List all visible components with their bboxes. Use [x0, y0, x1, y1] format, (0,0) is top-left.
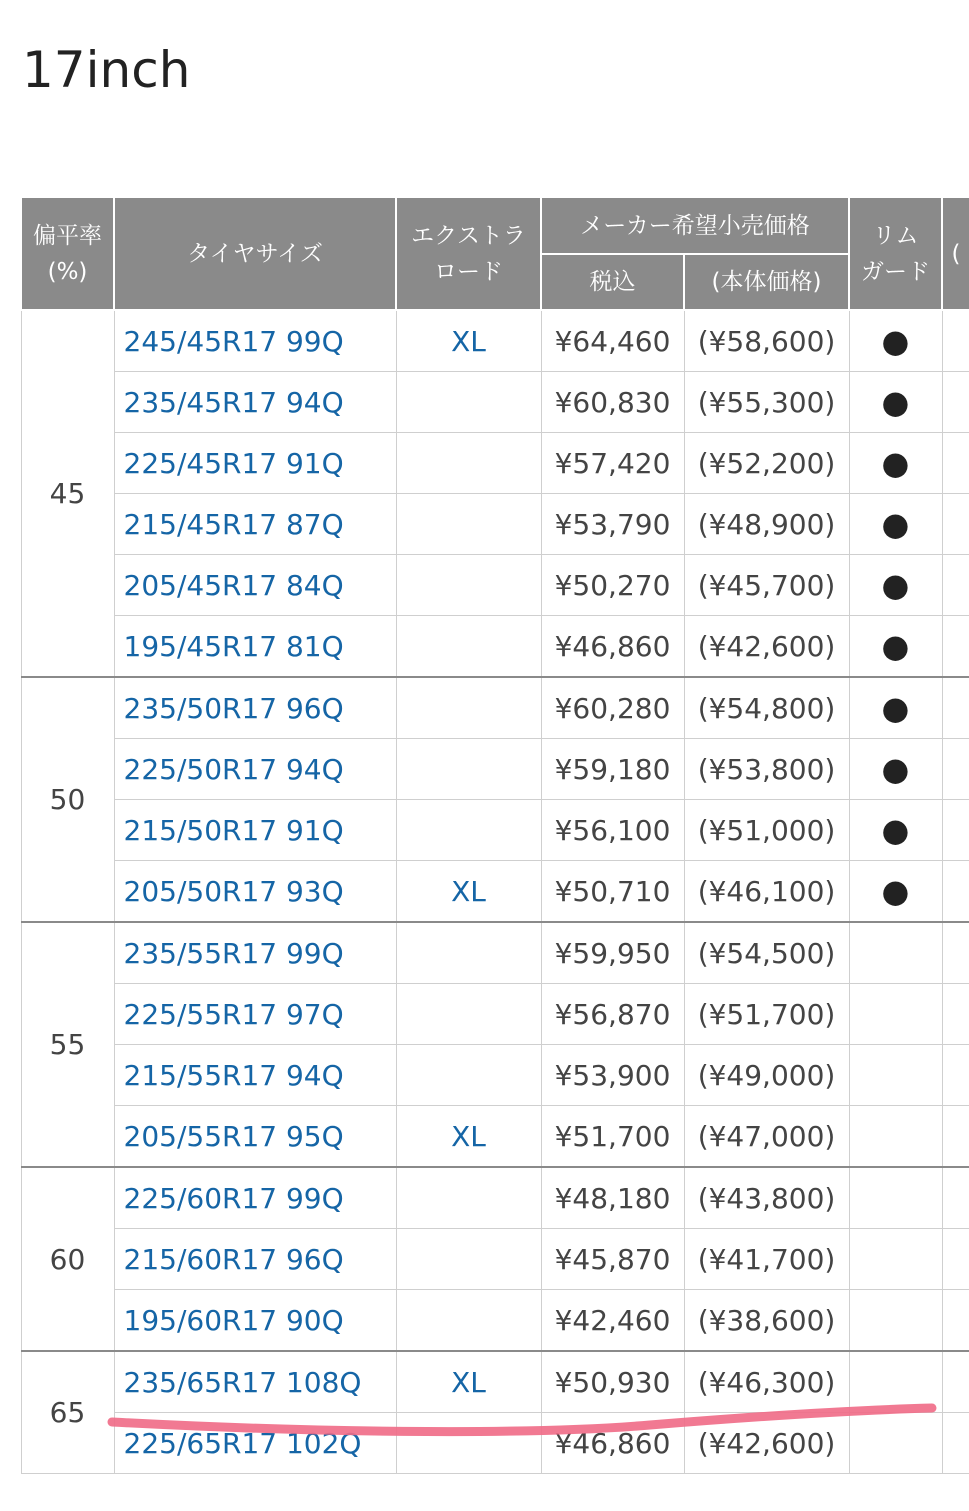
ratio-cell: 65 — [21, 1351, 114, 1474]
rim-guard-cell — [849, 922, 942, 984]
price-incl-cell: ¥60,280 — [541, 677, 684, 739]
extra-column-cell — [942, 310, 969, 372]
price-base-cell: (¥53,800) — [684, 739, 849, 800]
extra-column-cell — [942, 433, 969, 494]
rim-guard-cell: ● — [849, 433, 942, 494]
price-base-cell: (¥49,000) — [684, 1045, 849, 1106]
table-row — [21, 433, 969, 494]
price-base-cell: (¥48,900) — [684, 494, 849, 555]
tire-size-cell — [114, 616, 396, 678]
tire-size-cell — [114, 1167, 396, 1229]
tire-size-link[interactable]: 215/55R17 94Q — [123, 1058, 344, 1092]
rim-guard-cell — [849, 1229, 942, 1290]
tire-size-cell — [114, 433, 396, 494]
tire-size-link[interactable]: 215/50R17 91Q — [123, 813, 344, 847]
price-incl-cell: ¥53,900 — [541, 1045, 684, 1106]
header-extra-load-line2: ロード — [434, 258, 503, 285]
price-incl-cell: ¥46,860 — [541, 616, 684, 678]
tire-size-link[interactable]: 225/60R17 99Q — [123, 1181, 344, 1215]
extra-load-cell: XL — [396, 861, 541, 923]
tire-size-link[interactable]: 235/50R17 96Q — [123, 691, 344, 725]
ratio-cell: 60 — [21, 1167, 114, 1351]
extra-load-cell — [396, 372, 541, 433]
rim-guard-cell: ● — [849, 861, 942, 923]
price-base-cell: (¥54,800) — [684, 677, 849, 739]
extra-load-cell — [396, 1045, 541, 1106]
price-incl-cell: ¥50,710 — [541, 861, 684, 923]
extra-column-cell — [942, 739, 969, 800]
extra-load-cell — [396, 1413, 541, 1474]
tire-size-cell — [114, 555, 396, 616]
header-price-base: (本体価格) — [684, 254, 849, 310]
rim-guard-cell — [849, 1290, 942, 1352]
tire-size-cell — [114, 1351, 396, 1413]
tire-size-link[interactable]: 215/45R17 87Q — [123, 507, 344, 541]
tire-size-cell — [114, 494, 396, 555]
extra-load-cell: XL — [396, 310, 541, 372]
extra-column-cell — [942, 984, 969, 1045]
table-row — [21, 922, 969, 984]
tire-size-link[interactable]: 205/45R17 84Q — [123, 568, 344, 602]
table-row — [21, 310, 969, 372]
extra-load-cell: XL — [396, 1106, 541, 1168]
tire-size-link[interactable]: 205/50R17 93Q — [123, 874, 344, 908]
tire-size-cell — [114, 800, 396, 861]
tire-size-link[interactable]: 245/45R17 99Q — [123, 324, 344, 358]
extra-load-cell — [396, 1167, 541, 1229]
price-base-cell: (¥38,600) — [684, 1290, 849, 1352]
table-row — [21, 861, 969, 923]
table-body — [21, 310, 969, 1474]
extra-load-cell — [396, 739, 541, 800]
page-title: 17inch — [22, 41, 191, 99]
extra-column-cell — [942, 1413, 969, 1474]
header-rim-guard-line2: ガード — [861, 258, 931, 285]
price-base-cell: (¥51,000) — [684, 800, 849, 861]
price-base-cell: (¥42,600) — [684, 1413, 849, 1474]
header-ratio-line1: 偏平率 — [33, 222, 102, 249]
rim-guard-cell: ● — [849, 372, 942, 433]
tire-size-cell — [114, 1290, 396, 1352]
price-incl-cell: ¥46,860 — [541, 1413, 684, 1474]
tire-size-cell — [114, 922, 396, 984]
rim-guard-cell — [849, 1167, 942, 1229]
tire-size-link[interactable]: 225/50R17 94Q — [123, 752, 344, 786]
tire-size-cell — [114, 310, 396, 372]
price-base-cell: (¥46,100) — [684, 861, 849, 923]
extra-column-cell — [942, 1351, 969, 1413]
rim-guard-cell: ● — [849, 310, 942, 372]
extra-column-cell — [942, 1045, 969, 1106]
tire-size-cell — [114, 677, 396, 739]
rim-guard-cell — [849, 984, 942, 1045]
extra-load-cell — [396, 922, 541, 984]
tire-size-link[interactable]: 195/60R17 90Q — [123, 1303, 344, 1337]
extra-column-cell — [942, 616, 969, 678]
extra-column-cell — [942, 922, 969, 984]
header-tire-size: タイヤサイズ — [114, 198, 396, 310]
tire-size-cell — [114, 861, 396, 923]
tire-size-cell — [114, 1413, 396, 1474]
tire-size-link[interactable]: 205/55R17 95Q — [123, 1119, 344, 1153]
table-row — [21, 1413, 969, 1474]
tire-size-cell — [114, 372, 396, 433]
extra-column-cell — [942, 494, 969, 555]
price-incl-cell: ¥48,180 — [541, 1167, 684, 1229]
price-incl-cell: ¥51,700 — [541, 1106, 684, 1168]
rim-guard-cell: ● — [849, 494, 942, 555]
extra-column-cell — [942, 1106, 969, 1168]
rim-guard-cell: ● — [849, 739, 942, 800]
tire-size-cell — [114, 1045, 396, 1106]
tire-size-cell — [114, 1106, 396, 1168]
tire-size-link[interactable]: 225/65R17 102Q — [123, 1426, 362, 1460]
price-incl-cell: ¥60,830 — [541, 372, 684, 433]
tire-size-link[interactable]: 225/45R17 91Q — [123, 446, 344, 480]
price-base-cell: (¥46,300) — [684, 1351, 849, 1413]
table-row — [21, 1351, 969, 1413]
price-base-cell: (¥52,200) — [684, 433, 849, 494]
rim-guard-cell: ● — [849, 616, 942, 678]
tire-size-cell — [114, 1229, 396, 1290]
price-base-cell: (¥54,500) — [684, 922, 849, 984]
price-incl-cell: ¥50,930 — [541, 1351, 684, 1413]
extra-column-cell — [942, 677, 969, 739]
header-ratio-line2: (%) — [47, 258, 88, 285]
tire-size-link[interactable]: 195/45R17 81Q — [123, 629, 344, 663]
price-base-cell: (¥45,700) — [684, 555, 849, 616]
price-base-cell: (¥51,700) — [684, 984, 849, 1045]
table-row — [21, 984, 969, 1045]
rim-guard-cell — [849, 1351, 942, 1413]
extra-load-cell: XL — [396, 1351, 541, 1413]
header-ratio — [21, 198, 114, 310]
tire-size-cell — [114, 739, 396, 800]
extra-load-cell — [396, 433, 541, 494]
ratio-cell: 50 — [21, 677, 114, 922]
table-row — [21, 1045, 969, 1106]
price-incl-cell: ¥59,180 — [541, 739, 684, 800]
tire-size-link[interactable]: 235/65R17 108Q — [123, 1365, 362, 1399]
extra-load-cell — [396, 555, 541, 616]
tire-size-cell — [114, 984, 396, 1045]
table-row — [21, 1106, 969, 1168]
price-incl-cell: ¥50,270 — [541, 555, 684, 616]
rim-guard-cell — [849, 1045, 942, 1106]
price-incl-cell: ¥45,870 — [541, 1229, 684, 1290]
price-incl-cell: ¥53,790 — [541, 494, 684, 555]
price-incl-cell: ¥56,100 — [541, 800, 684, 861]
rim-guard-cell: ● — [849, 677, 942, 739]
header-rim-guard-line1: リム — [872, 222, 919, 249]
extra-load-cell — [396, 800, 541, 861]
extra-load-cell — [396, 677, 541, 739]
header-rim-guard — [849, 198, 942, 310]
table-row — [21, 1167, 969, 1229]
price-base-cell: (¥43,800) — [684, 1167, 849, 1229]
table-row — [21, 1290, 969, 1352]
rim-guard-cell: ● — [849, 800, 942, 861]
extra-load-cell — [396, 494, 541, 555]
table-row — [21, 1229, 969, 1290]
price-incl-cell: ¥56,870 — [541, 984, 684, 1045]
tire-size-table — [20, 198, 969, 1474]
rim-guard-cell: ● — [849, 555, 942, 616]
extra-load-cell — [396, 984, 541, 1045]
table-row — [21, 800, 969, 861]
rim-guard-cell — [849, 1106, 942, 1168]
tire-size-link[interactable]: 225/55R17 97Q — [123, 997, 344, 1031]
price-base-cell: (¥41,700) — [684, 1229, 849, 1290]
price-incl-cell: ¥42,460 — [541, 1290, 684, 1352]
table-row — [21, 677, 969, 739]
price-base-cell: (¥47,000) — [684, 1106, 849, 1168]
header-extra-column: ( — [942, 198, 969, 310]
extra-column-cell — [942, 1167, 969, 1229]
ratio-cell: 45 — [21, 310, 114, 677]
table-row — [21, 616, 969, 678]
extra-column-cell — [942, 555, 969, 616]
extra-load-cell — [396, 1290, 541, 1352]
header-price-group: メーカー希望小売価格 — [541, 198, 849, 254]
price-base-cell: (¥42,600) — [684, 616, 849, 678]
table-row — [21, 555, 969, 616]
price-base-cell: (¥58,600) — [684, 310, 849, 372]
extra-column-cell — [942, 372, 969, 433]
header-extra-load — [396, 198, 541, 310]
extra-load-cell — [396, 1229, 541, 1290]
extra-load-cell — [396, 616, 541, 678]
price-incl-cell: ¥57,420 — [541, 433, 684, 494]
extra-column-cell — [942, 800, 969, 861]
table-row — [21, 494, 969, 555]
extra-column-cell — [942, 861, 969, 923]
price-incl-cell: ¥59,950 — [541, 922, 684, 984]
tire-size-link[interactable]: 235/45R17 94Q — [123, 385, 344, 419]
ratio-cell: 55 — [21, 922, 114, 1167]
price-base-cell: (¥55,300) — [684, 372, 849, 433]
header-price-incl: 税込 — [541, 254, 684, 310]
price-incl-cell: ¥64,460 — [541, 310, 684, 372]
extra-column-cell — [942, 1229, 969, 1290]
tire-size-link[interactable]: 215/60R17 96Q — [123, 1242, 344, 1276]
extra-column-cell — [942, 1290, 969, 1352]
header-extra-load-line1: エクストラ — [411, 222, 526, 249]
tire-size-link[interactable]: 235/55R17 99Q — [123, 936, 344, 970]
rim-guard-cell — [849, 1413, 942, 1474]
table-row — [21, 739, 969, 800]
table-row — [21, 372, 969, 433]
